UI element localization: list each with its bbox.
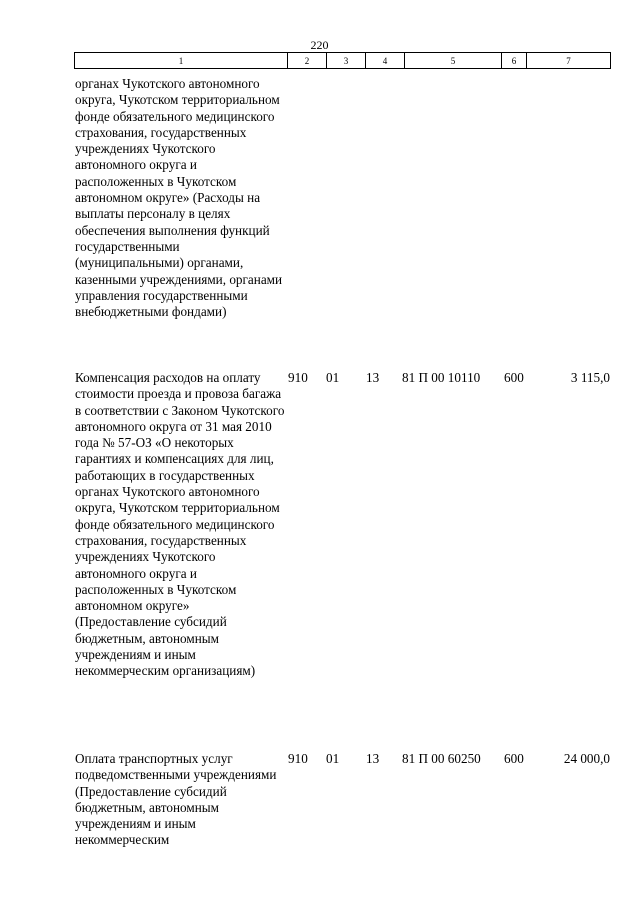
column-header-1: 1 <box>75 53 288 69</box>
row-subsection: 13 <box>366 370 380 385</box>
row-amount: 3 115,0 <box>570 370 610 385</box>
row-subsection: 13 <box>366 751 380 766</box>
row-grbs: 910 <box>288 370 308 385</box>
column-header-table <box>74 52 611 69</box>
column-header-4: 4 <box>366 53 405 69</box>
column-header-6: 6 <box>502 53 527 69</box>
row-section: 01 <box>326 370 340 385</box>
row-section: 01 <box>326 751 340 766</box>
row-target-article: 81 П 00 60250 <box>402 751 481 766</box>
row-expense-type: 600 <box>504 751 524 766</box>
column-header-2: 2 <box>288 53 327 69</box>
column-header-7: 7 <box>527 53 611 69</box>
row-description: Компенсация расходов на оплату стоимости проезда и провоза багажа в соответствии с Законом Чукотского автономного округа от 31 мая 2010 года № 57-ОЗ «О некоторых гарантиях и компенсациях для лиц, работающих в государственных органах Чукотского автономного округа, Чукотском территориальном фонде обязательного медицинского страхования, государственных учреждениях Чукотского автономного округа и расположенных в Чукотском автономном округе» (Предоставление субсидий бюджетным, автономным учреждениям и иным некоммерческим организациям) <box>75 370 285 679</box>
row-description: органах Чукотского автономного округа, Чукотском территориальном фонде обязательного медицинского страхования, государственных учреждениях Чукотского автономного округа и расположенных в Чукотском автономном округе» (Расходы на выплаты персоналу в целях обеспечения выполнения функций государственными (муниципальными) органами, казенными учреждениями, органами управления государственными внебюджетными фондами) <box>75 76 283 320</box>
page-number: 220 <box>310 38 329 52</box>
row-amount: 24 000,0 <box>563 751 610 766</box>
row-description: Оплата транспортных услуг подведомственными учреждениями (Предоставление субсидий бюджетным, автономным учреждениям и иным некоммерческим <box>75 751 277 848</box>
column-header-5: 5 <box>405 53 502 69</box>
column-header-row <box>75 53 611 69</box>
row-expense-type: 600 <box>504 370 524 385</box>
column-header-3: 3 <box>327 53 366 69</box>
row-grbs: 910 <box>288 751 308 766</box>
row-target-article: 81 П 00 10110 <box>402 370 481 385</box>
